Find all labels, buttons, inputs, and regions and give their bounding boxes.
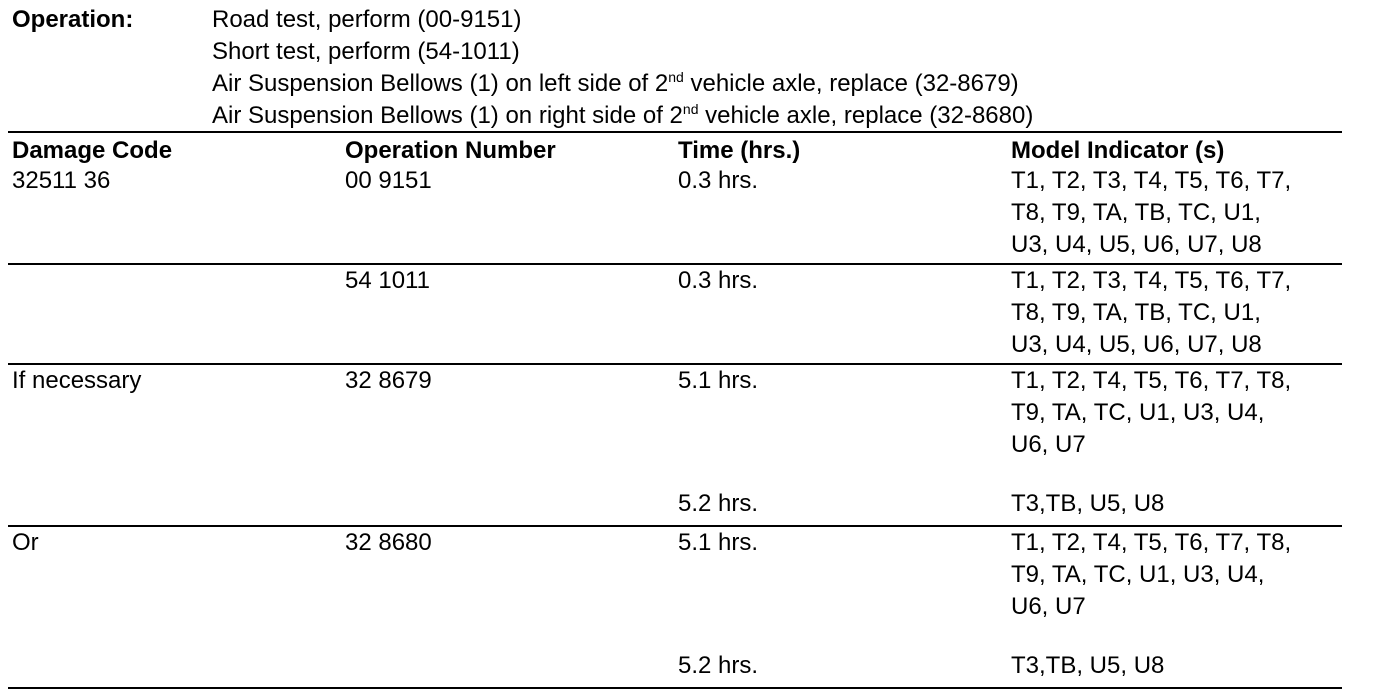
model-line: U6, U7 <box>1011 431 1086 458</box>
labor-table <box>8 131 1342 689</box>
damage-code-cell: Or <box>12 529 39 556</box>
operation-lines <box>212 4 1033 132</box>
time-cell: 5.1 hrs. <box>678 529 759 556</box>
model-line: T1, T2, T3, T4, T5, T6, T7, <box>1011 267 1292 294</box>
model-line: U3, U4, U5, U6, U7, U8 <box>1011 331 1262 358</box>
operation-line-text: vehicle axle, replace (32-8680) <box>698 102 1034 129</box>
operation-line-text: vehicle axle, replace (32-8679) <box>683 70 1019 97</box>
model-line: U3, U4, U5, U6, U7, U8 <box>1011 231 1262 258</box>
table-header-row <box>8 133 1342 165</box>
table-row <box>8 165 1342 265</box>
model-indicator-cell <box>1011 527 1291 623</box>
model-indicator-cell <box>1011 365 1291 461</box>
table-row <box>8 265 1342 365</box>
operation-number-cell: 32 8679 <box>345 367 432 394</box>
model-line: T1, T2, T4, T5, T6, T7, T8, <box>1011 367 1292 394</box>
operation-line <box>212 36 1033 68</box>
table-row <box>8 365 1342 527</box>
operation-label: Operation: <box>12 6 134 33</box>
header-operation-number: Operation Number <box>345 137 556 164</box>
model-line: T8, T9, TA, TB, TC, U1, <box>1011 199 1261 226</box>
operation-line-text: Air Suspension Bellows (1) on right side of 2 <box>212 102 683 129</box>
model-line: T9, TA, TC, U1, U3, U4, <box>1011 399 1265 426</box>
model-indicator-cell-alt: T3,TB, U5, U8 <box>1011 490 1165 517</box>
table-row <box>8 527 1342 689</box>
time-cell-alt: 5.2 hrs. <box>678 652 759 679</box>
header-damage-code: Damage Code <box>12 137 173 164</box>
model-line: T9, TA, TC, U1, U3, U4, <box>1011 561 1265 588</box>
time-cell-alt: 5.2 hrs. <box>678 490 759 517</box>
operation-line <box>212 4 1033 36</box>
operation-number-cell: 00 9151 <box>345 167 432 194</box>
operation-number-cell: 32 8680 <box>345 529 432 556</box>
header-model-indicator: Model Indicator (s) <box>1011 137 1225 164</box>
damage-code-cell: 32511 36 <box>12 167 111 194</box>
operation-line <box>212 100 1033 132</box>
header-time: Time (hrs.) <box>678 137 801 164</box>
model-indicator-cell <box>1011 265 1291 361</box>
operation-line-text: Road test, perform (00-9151) <box>212 6 522 33</box>
ordinal-superscript: nd <box>682 101 699 117</box>
operation-line-text: Short test, perform (54-1011) <box>212 38 520 65</box>
time-cell: 5.1 hrs. <box>678 367 759 394</box>
damage-code-cell: If necessary <box>12 367 142 394</box>
model-indicator-cell-alt: T3,TB, U5, U8 <box>1011 652 1165 679</box>
ordinal-superscript: nd <box>668 69 684 85</box>
model-line: T8, T9, TA, TB, TC, U1, <box>1011 299 1261 326</box>
model-indicator-cell <box>1011 165 1291 261</box>
model-line: T1, T2, T3, T4, T5, T6, T7, <box>1011 167 1292 194</box>
model-line: U6, U7 <box>1011 593 1086 620</box>
operation-line-text: Air Suspension Bellows (1) on left side of 2 <box>212 70 669 97</box>
time-cell: 0.3 hrs. <box>678 267 759 294</box>
operation-number-cell: 54 1011 <box>345 267 430 294</box>
time-cell: 0.3 hrs. <box>678 167 759 194</box>
operation-line <box>212 68 1033 100</box>
model-line: T1, T2, T4, T5, T6, T7, T8, <box>1011 529 1292 556</box>
